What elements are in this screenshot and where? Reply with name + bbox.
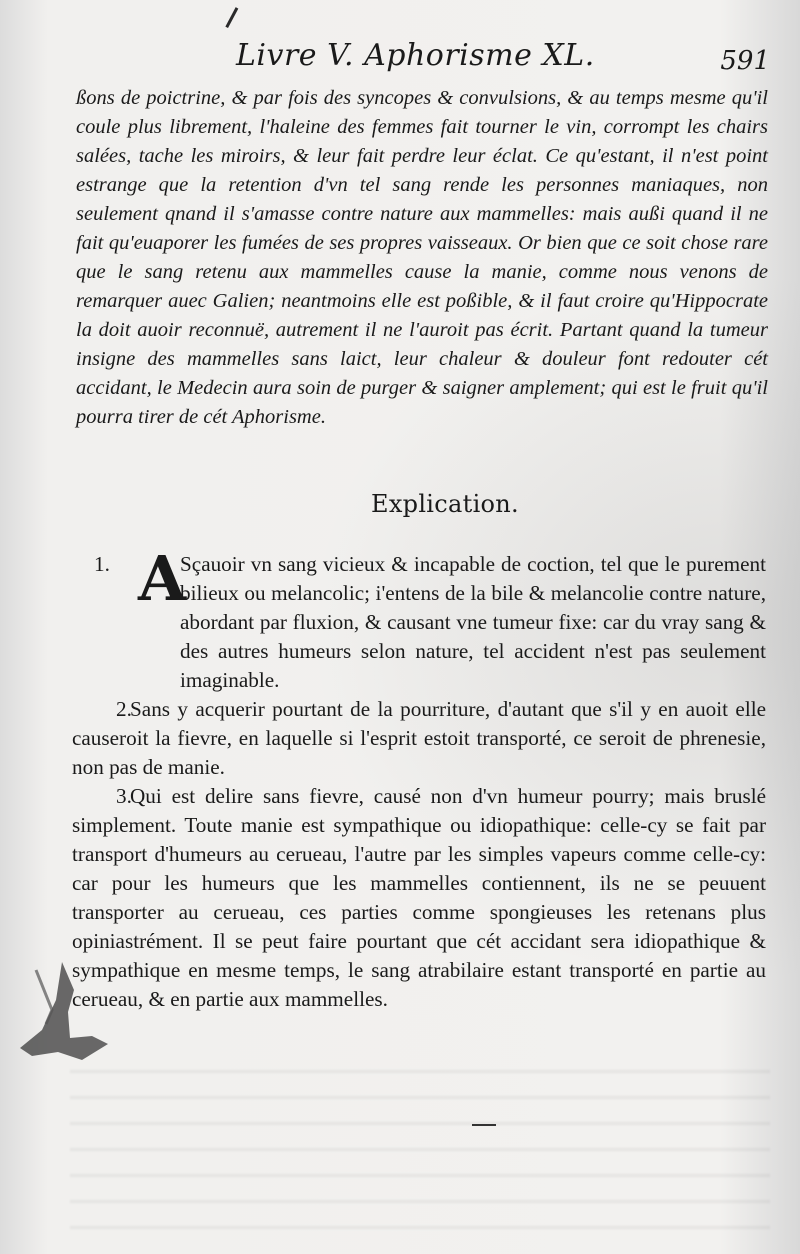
- note-number: 1.: [94, 552, 110, 576]
- commentary-paragraph: ßons de poictrine, & par fois des syncopes & convulsions, & au temps mesme qu'il coule plus librement, l'haleine des femmes fait tourner le vin, corrompt les chairs salées, tache les miroirs, & leur fait perdre leur éclat. Ce qu'estant, il n'est point estrange que la retention d'vn tel sang rende les personnes maniaques, non seulement qnand il s'amasse contre nature aux mammelles: mais außi quand il ne fait qu'euaporer les fumées de ses propres vaisseaux. Or bien que ce soit chose rare que le sang retenu aux mammelles cause la manie, comme nous venons de remarquer auec Galien; neantmoins elle est poßible, & il faut croire qu'Hippocrate la doit auoir reconnuë, autrement il ne l'auroit pas écrit. Partant quand la tumeur insigne des mammelles sans laict, leur chaleur & douleur font redouter cét accidant, le Medecin aura soin de purger & saigner amplement; qui est le fruit qu'il pourra tirer de cét Aphorisme.: [76, 87, 768, 428]
- note-text: Sans y acquerir pourtant de la pourriture, d'autant que s'il y en auoit elle causeroit la fievre, en laquelle si l'esprit estoit transporté, ce seroit de phrenesie, non pas de manie.: [72, 697, 766, 779]
- ink-stain: [12, 960, 122, 1080]
- note-item: [72, 695, 766, 782]
- catchword-dash: [472, 1124, 496, 1126]
- explication-heading: Explication.: [371, 490, 519, 518]
- running-title: Livre V. Aphorisme XL.: [236, 38, 595, 73]
- commentary-text-block: [76, 84, 768, 432]
- explication-notes: [72, 542, 766, 1014]
- section-heading: [0, 490, 800, 518]
- note-item: [72, 542, 766, 695]
- page-header: [0, 34, 800, 84]
- drop-cap: A: [138, 542, 187, 615]
- bleed-through-text: [70, 1070, 770, 1240]
- note-number: 3.: [116, 784, 132, 808]
- page-number: 591: [720, 46, 770, 76]
- ink-mark: [225, 7, 243, 31]
- note-number: 2.: [116, 697, 132, 721]
- note-text: Qui est delire sans fievre, causé non d'vn humeur pourry; mais bruslé simplement. Toute manie est sympathique ou idiopathique: celle-cy se fait par transport d'humeurs au cerueau, l'autre par les simples vapeurs comme celle-cy: car pour les humeurs que les mammelles contiennent, ils ne se peuuent transporter au cerueau, ces parties comme spongieuses les retenans plus opiniastrément. Il se peut faire pourtant que cét accidant sera idiopathique & sympathique en mesme temps, le sang atrabilaire estant transporté en partie au cerueau, & en partie aux mammelles.: [72, 784, 766, 1011]
- note-text: Sçauoir vn sang vicieux & incapable de coction, tel que le purement bilieux ou melancolic; i'entens de la bile & melancolie contre nature, abordant par fluxion, & causant vne tumeur fixe: car du vray sang & des autres humeurs selon nature, tel accident n'est pas seulement imaginable.: [180, 552, 766, 692]
- note-item: [72, 782, 766, 1014]
